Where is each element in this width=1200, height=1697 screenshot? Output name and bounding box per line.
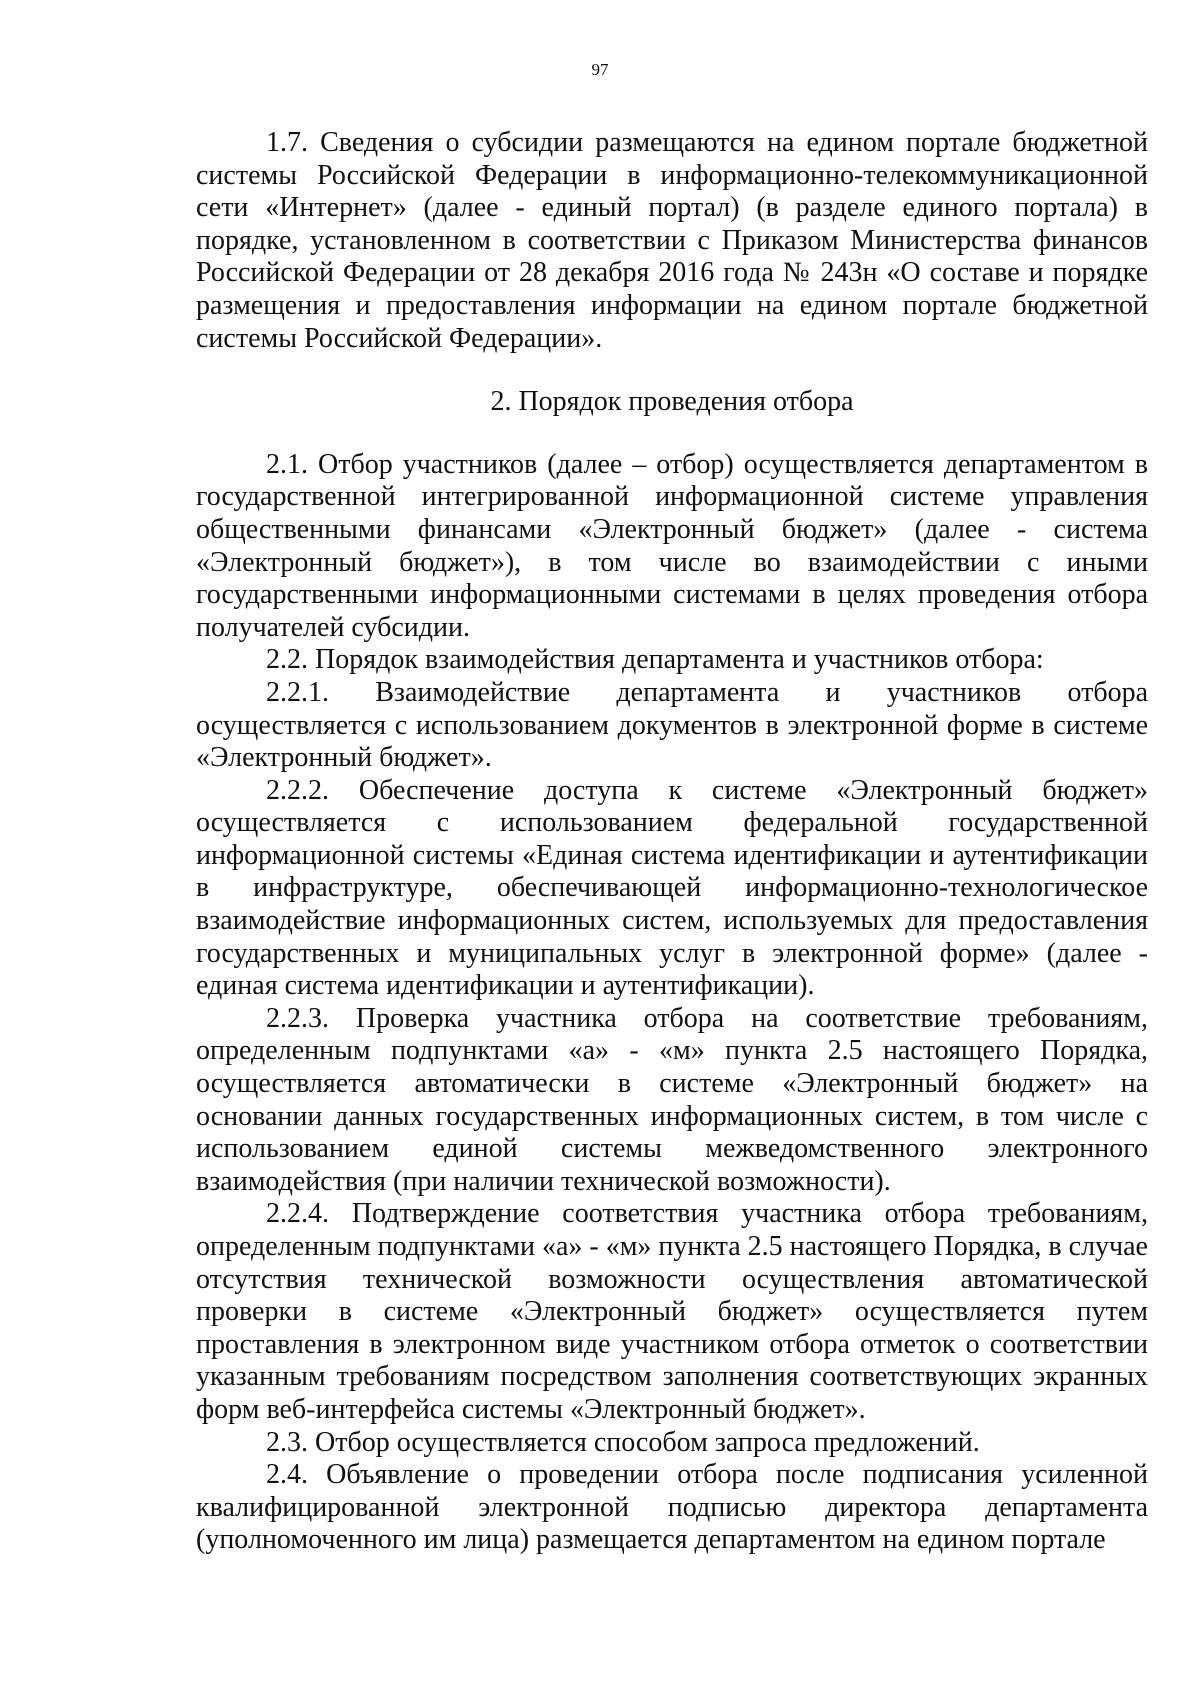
section-heading: 2. Порядок проведения отбора [490,386,854,418]
paragraph-2-2: 2.2. Порядок взаимодействия департамента и участников отбора: [266,644,1044,676]
paragraph-2-4: 2.4. Объявление о проведении отбора после подписания усиленной квалифицированной электронной подписью директора департамента (уполномоченного им лица) размещается департаментом на едином портале [196,1459,1148,1556]
paragraph-2-2-2: 2.2.2. Обеспечение доступа к системе «Электронный бюджет» осуществляется с использованием федеральной государственной информационной системы «Единая система идентификации и аутентификации в инфраструктуре, обеспечивающей информационно-технологическое взаимодействие информационных систем, используемых для предоставления государственных и муниципальных услуг в электронной форме» (далее - единая система идентификации и аутентификации). [196,774,1148,1002]
paragraph-2-2-4: 2.2.4. Подтверждение соответствия участника отбора требованиям, определенным подпунктами «а» - «м» пункта 2.5 настоящего Порядка, в случае отсутствия технической возможности осуществления автоматической проверки в системе «Электронный бюджет» осуществляется путем проставления в электронном виде участником отбора отметок о соответствии указанным требованиям посредством заполнения соответствующих экранных форм веб-интерфейса системы «Электронный бюджет». [196,1198,1148,1425]
paragraph-2-3: 2.3. Отбор осуществляется способом запроса предложений. [266,1426,980,1458]
paragraph-2-2-1: 2.2.1. Взаимодействие департамента и участников отбора осуществляется с использованием документов в электронной форме в системе «Электронный бюджет». [196,676,1148,774]
document-body [196,127,1148,1557]
page-number: 97 [591,60,609,79]
paragraph-1-7: 1.7. Сведения о субсидии размещаются на едином портале бюджетной системы Российской Федерации в информационно-телекоммуникационной сети «Интернет» (далее - единый портал) (в разделе единого портала) в порядке, установленном в соответствии с Приказом Министерства финансов Российской Федерации от 28 декабря 2016 года № 243н «О составе и порядке размещения и предоставления информации на едином портале бюджетной системы Российской Федерации». [196,127,1148,354]
paragraph-2-2-3: 2.2.3. Проверка участника отбора на соответствие требованиям, определенным подпунктами «а» - «м» пункта 2.5 настоящего Порядка, осуществляется автоматически в системе «Электронный бюджет» на основании данных государственных информационных систем, в том числе с использованием единой системы межведомственного электронного взаимодействия (при наличии технической возможности). [196,1002,1148,1197]
paragraph-2-1: 2.1. Отбор участников (далее – отбор) осуществляется департаментом в государственной интегрированной информационной системе управления общественными финансами «Электронный бюджет» (далее - система «Электронный бюджет»), в том числе во взаимодействии с иными государственными информационными системами в целях проведения отбора получателей субсидии. [196,448,1148,643]
